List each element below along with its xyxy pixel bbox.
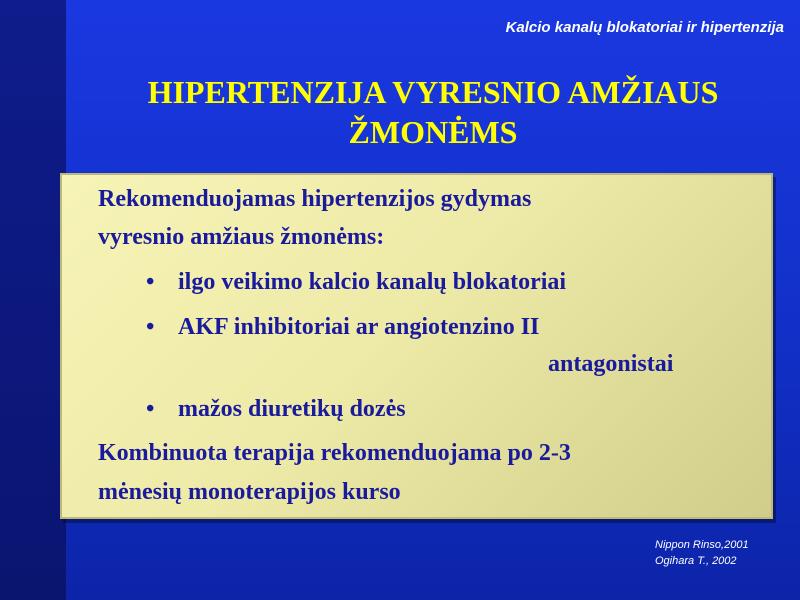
slide-title xyxy=(66,72,800,152)
conclusion-line-1: Kombinuota terapija rekomenduojama po 2-3 xyxy=(98,440,571,466)
bullet-item-2: AKF inhibitoriai ar angiotenzino II xyxy=(178,314,540,340)
left-decorative-band xyxy=(0,0,66,600)
intro-line-2: vyresnio amžiaus žmonėms: xyxy=(98,224,385,250)
slide-title-line-1: HIPERTENZIJA VYRESNIO AMŽIAUS xyxy=(147,74,719,110)
intro-line-1: Rekomenduojamas hipertenzijos gydymas xyxy=(98,186,532,212)
bullet-dot-icon: • xyxy=(146,269,155,295)
content-panel xyxy=(60,173,773,519)
bullet-item-1: ilgo veikimo kalcio kanalų blokatoriai xyxy=(178,269,567,295)
citation xyxy=(655,537,749,569)
citation-line-1: Nippon Rinso,2001 xyxy=(655,539,749,551)
bullet-item-2-continuation: antagonistai xyxy=(548,351,674,377)
header-title: Kalcio kanalų blokatoriai ir hipertenzija xyxy=(505,19,784,36)
slide-title-line-2: ŽMONĖMS xyxy=(348,114,518,150)
bullet-dot-icon: • xyxy=(146,396,155,422)
citation-line-2: Ogihara T., 2002 xyxy=(655,555,737,567)
conclusion-line-2: mėnesių monoterapijos kurso xyxy=(98,479,401,505)
bullet-dot-icon: • xyxy=(146,314,155,340)
bullet-item-3: mažos diuretikų dozės xyxy=(178,396,406,422)
